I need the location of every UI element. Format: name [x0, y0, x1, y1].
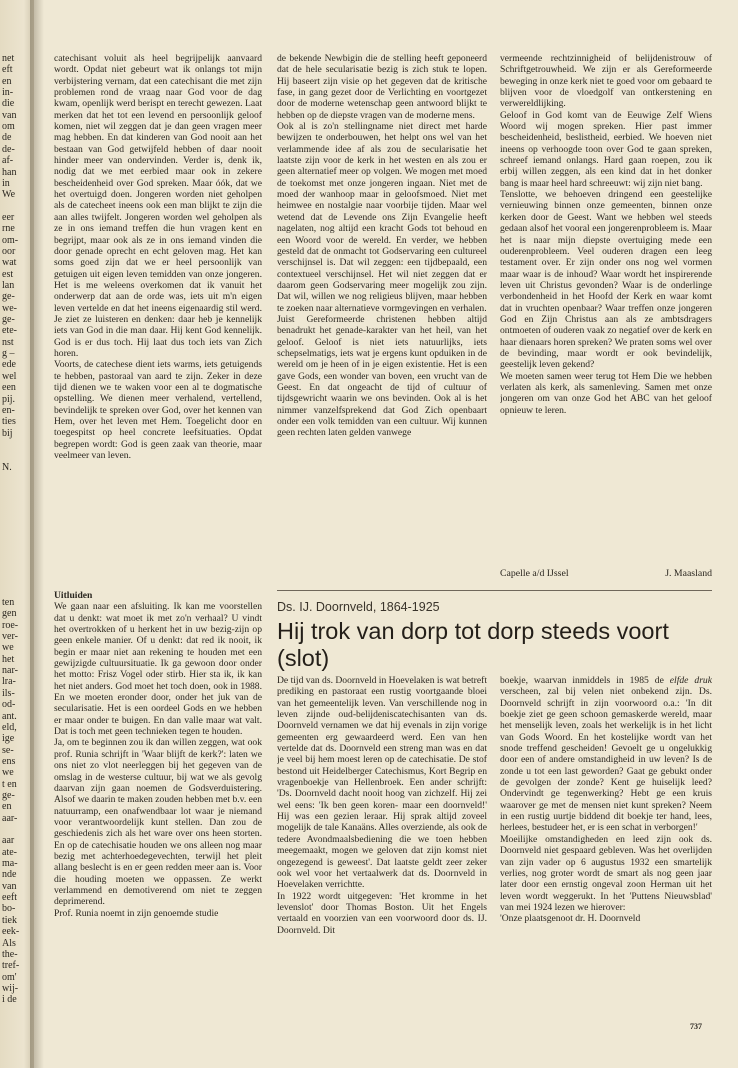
gutter-fragment-bottom: Als — [2, 937, 16, 949]
article1-col3-paragraph-4: We moeten samen weer terug tot Hem Die we hebben verlaten als kerk, als samenleving. Samen met onze jongeren om van onze God het ABC van het geloof opnieuw te leren. — [500, 370, 712, 416]
gutter-fragment-top: han — [2, 166, 17, 178]
gutter-fragment-top: die — [2, 98, 15, 110]
gutter-fragment-top: de — [2, 132, 12, 144]
gutter-fragment-bottom: i de — [2, 994, 17, 1006]
article2-col1-paragraph: De tijd van ds. Doornveld in Hoevelaken is wat betreft prediking en pastoraat een rustig voortgaande bloei van het gemeentelijk leven. Van verschillende nog in leven zijnde oud-belijdeniscatechisanten van ds. Doornveld vernamen we dat hij evenals in zijn vorige gemeenten erg gewaardeerd werd. Een van hen vertelde dat ds. Doornveld een streng man was en dat je veel bij hem moest leren op de catechisatie. De stof bestond uit Heidelberger Catechismus, Kort Begrip en vragenboekje van Hellenbroek. Een ander schrijft: 'Ds. Doornveld dacht nooit hoog van zichzelf. Hij zei wel eens: 'Ik ben geen koren- maar een doornveld!' Hij was een gezien leraar. Hij sprak altijd zoveel mogelijk de tale Kanaäns. Alles overziende, als ook de tedere Avondmaalsbediening die we toen hebben meegemaakt, mogen we geloven dat zijn komst niet ongezegend is geweest'. Dat laatste geldt zeer zeker ook wel voor het vertaalwerk dat ds. Doornveld in Hoevelaken verrichtte. — [277, 675, 487, 891]
binding-shadow — [30, 0, 44, 1068]
gutter-fragment-bottom: bo- — [2, 903, 16, 915]
gutter-fragment-top: en — [2, 75, 12, 87]
page-number: 737 — [690, 1022, 702, 1031]
gutter-fragment-bottom: eeft — [2, 892, 17, 904]
article2-col2-paragraph-2: Moeilijke omstandigheden en leed zijn ook ds. Doornveld niet gespaard gebleven. Was het overlijden van zijn vader op 6 augustus 1932 een smartelijk verlies, nog groter wordt de smart als nog geen jaar later door een ernstig ongeval zoon Herman uit het leven wordt weggerukt. In het 'Puttens Nieuwsblad' van mei 1924 lezen we hierover: — [500, 833, 712, 913]
gutter-fragment-bottom: ens — [2, 755, 16, 767]
gutter-fragment-top: ge- — [2, 314, 15, 326]
gutter-fragment-top: eer — [2, 211, 15, 223]
gutter-fragment-bottom: nar- — [2, 665, 18, 677]
section-heading-uitluiden: Uitluiden — [54, 590, 93, 601]
gutter-fragment-bottom: roe- — [2, 619, 19, 631]
gutter-fragment-top: g – — [2, 348, 15, 360]
gutter-fragment-bottom: ma- — [2, 858, 18, 870]
article2-col2-text-a: boekje, waarvan inmiddels in 1985 de — [500, 675, 670, 686]
gutter-fragment-bottom: the- — [2, 948, 18, 960]
gutter-fragment-bottom: we — [2, 642, 14, 654]
gutter-fragment-bottom: ant. — [2, 710, 17, 722]
gutter-fragment-bottom: gen — [2, 608, 17, 620]
article1-col2-paragraph: de bekende Newbigin die de stelling heeft geponeerd dat de hele secularisatie bezig is zich stuk te lopen. Hij baseert zijn visie op het gegeven dat de kritische fase, in gang gezet door de Verlichting en voortgezet door de moderne wetenschap geen antwoord blijkt te hebben op de diepste vragen van de moderne mens. — [277, 53, 487, 121]
article2-title: Hij trok van dorp tot dorp steeds voort (slot) — [277, 618, 669, 671]
signature-place: Capelle a/d IJssel — [500, 568, 569, 579]
gutter-fragment-bottom: od- — [2, 699, 16, 711]
article1-col2-paragraph-3: Juist Gereformeerde christenen hebben altijd benadrukt het genade-karakter van het heil, van het geloof. Geloof is niet iets natuurlijks, iets schepselmatigs, iets wat je ergens kunt opduiken in de wereld om je heen of in je eigen existentie. Het is een gave Gods, een wonder van boven, een vrucht van de Geest. En dat ongeacht de tijd of cultuur of tijdsgewricht waarin we ons bevinden. Ook al is het nimmer vanzelfsprekend dat God Zich openbaart onder een volk temidden van een cultuur. Wij kunnen geen rechten laten gelden vanwege — [277, 313, 487, 439]
article1-column-3 — [500, 53, 712, 580]
gutter-fragment-top: we- — [2, 302, 17, 314]
article1-column-1 — [54, 53, 262, 580]
article1-col3-paragraph-3: Tenslotte, we behoeven dringend een geestelijke vernieuwing binnen onze gemeenten, binnen onze kerken door de Geest. Want we hebben wel steeds gedaan alsof het vooral een jongerenprobleem is. Maar het is naar mijn diepste overtuiging mede een ouderenprobleem. Veel ouderen dragen een leeg testament over. Er zijn onder ons nog wel vormen maar waar is de inhoud? Waar wordt het inspirerende leven uit Christus gevonden? Waar is de onderlinge verbondenheid in het Hoofd der Kerk en waar komt dat in vruchten openbaar? Waar treffen onze jongeren God en Zijn Christus aan als ze ambtsdragers ontmoeten of ouderen vaak zo negatief over de kerk en haar dienaars horen spreken? We praten soms wel over de bevinding, maar wordt er ook bevindelijk, geestelijk leven gekend? — [500, 189, 712, 371]
gutter-fragment-top: net — [2, 53, 15, 64]
gutter-fragment-top: rne — [2, 223, 15, 235]
article1-signature — [500, 568, 712, 579]
article2-column-2 — [500, 675, 712, 1045]
gutter-fragment-bottom: en — [2, 801, 12, 813]
gutter-fragment-bottom: lra- — [2, 676, 16, 688]
article1-col3-paragraph-2: Geloof in God komt van de Eeuwige Zelf Wiens Woord wij mogen spreken. Hier past immer bescheidenheid, beslistheid, eerbied. We hoeven niet ineens op verhoogde toon over God te gaan spreken, schreef iemand onlangs. Hard gaan roepen, zou ik erbij willen zeggen, als een kind dat in het donker bang is maar heel hard schreeuwt: wij zijn niet bang. — [500, 109, 712, 189]
gutter-fragment-top: af- — [2, 155, 14, 167]
gutter-fragment-top: om — [2, 121, 15, 133]
gutter-fragment-top: een — [2, 382, 16, 394]
article2-col1-paragraph-2: In 1922 wordt uitgegeven: 'Het kromme in het levenslot' door Thomas Boston. Uit het Engels vertaald en voorzien van een voorwoord door ds. IJ. Doornveld. Dit — [277, 890, 487, 936]
gutter-fragment-bottom: ige — [2, 733, 15, 745]
article2-col2-emphasis: elfde druk — [669, 675, 712, 686]
gutter-fragment-bottom: tref- — [2, 960, 20, 972]
gutter-fragment-bottom: t en — [2, 778, 17, 790]
gutter-fragment-top: de- — [2, 143, 15, 155]
gutter-fragment-top: pij. — [2, 393, 16, 405]
gutter-fragment-bottom: eek- — [2, 926, 20, 938]
article1-col1-paragraph: catechisant voluit als heel begrijpelijk aanvaard wordt. Opdat niet gebeurt wat ik onlangs tot mijn verbijstering vernam, dat een catechisant die met zijn problemen rond de vraag naar God voor de dag kwam, openlijk werd berispt en terecht gewezen. Laat merken dat het tot een levend en persoonlijk geloof komen, niet wil zeggen dat je dan geen vragen meer mag hebben. En dat kinderen van God nooit aan het bestaan van God getwijfeld hebben of daar nooit hinder meer van ondervinden. Verder is, denk ik, nodig dat we met eerbied maar ook in zekere bescheidenheid over God spreken. Maar óók, dat we het overtuigd doen. Jongeren worden niet geholpen als de catecheet ineens ook een man blijkt te zijn die aan alles twijfelt. Jongeren worden wel geholpen als ze in ons iemand treffen die hun vragen kent en begrijpt, maar ook als ze in ons iemand vinden die door genade oprecht en echt geloven mag. Het kan soms goed zijn dat we er heel persoonlijk van getuigen uit eigen leven temidden van onze jongeren. Het is me weleens overkomen dat ik vanuit het onderwerp dat aan de orde was, iets uit m'n eigen leven vertelde en dat het ineens eigenaardig stil werd. Je ziet ze luisteren en denken: daar heb je kennelijk iets van God in die man daar. Hij kent God kennelijk. God is er dus toch. Hij laat dus toch iets van Zich horen. — [54, 53, 262, 359]
gutter-fragment-top: wat — [2, 257, 17, 269]
article1-column-2 — [277, 53, 487, 580]
gutter-fragment-top: ge- — [2, 291, 15, 303]
signature-author: J. Maasland — [665, 568, 712, 579]
gutter-fragment-top: ede — [2, 359, 16, 371]
article1-col1b-paragraph-2: Ja, om te beginnen zou ik dan willen zeggen, wat ook prof. Runia schrijft in 'Waar blijft de kerk?': laten we ons niet zo vlot neerleggen bij het gegeven van de omslag in de westerse cultuur, bij wat we als gevolg daarvan zijn gaan noemen de Godsverduistering. Alsof we daarin te maken zouden hebben met b.v. een natuurramp, een onafwendbaar lot waar je niemand voor verantwoordelijk kunt stellen. Dan zou de geschiedenis zich als het ware over ons heen storten. En op de catechisatie houden we ons alleen nog maar bezig met achterhoedegevechten, terwijl het pleit allang beslecht is en er geen redden meer aan is. Voor die houding moeten we oppassen. Ze werkt verlammend en demotiverend om niet te zeggen deprimerend. — [54, 737, 262, 908]
gutter-fragment-top: van — [2, 109, 17, 121]
gutter-fragment-bottom: wij- — [2, 982, 19, 994]
previous-page-fragment — [0, 0, 34, 1068]
gutter-fragment-bottom: aar- — [2, 812, 18, 824]
gutter-fragment-bottom: aar — [2, 835, 15, 847]
gutter-fragment-top: We — [2, 189, 16, 201]
gutter-fragment-top: in- — [2, 87, 14, 99]
gutter-fragment-bottom: ver- — [2, 631, 18, 643]
gutter-fragment-bottom: tiek — [2, 914, 17, 926]
article1-col1b-paragraph: We gaan naar een afsluiting. Ik kan me voorstellen dat u denkt: wat moet ik met zo'n verhaal? U vindt het overtrokken of u herkent het in uw bezig-zijn op geen enkele manier. Of u denkt: dat red ik nooit, ik begin er maar niet aan rekening te houden met een gewijzigde cultuursituatie. Ik ga gewoon door onder het motto: Frisz Vogel oder stirb. Hier sta ik, ik kan het niet anders. God moet het toch doen, ook in 1988. En we moeten eronder door, onder het juk van de secularisatie. Het is een oordeel Gods en we hebben er maar onder te buigen. En dan valle maar wat valt. Dat is toch met geen technieken tegen te houden. — [54, 601, 262, 738]
gutter-fragment-top: om- — [2, 234, 19, 246]
article1-col3-paragraph: vermeende rechtzinnigheid of belijdenistrouw of Schriftgetrouwheid. We zijn er als Gereformeerde beweging in onze kerk niet te goed voor om gebaard te blijven voor de vloedgolf van ontkerstening en verwereldlijking. — [500, 53, 712, 110]
gutter-fragment-bottom: we — [2, 767, 14, 779]
gutter-fragment-bottom: nde — [2, 869, 17, 881]
article2-kicker: Ds. IJ. Doornveld, 1864-1925 — [277, 600, 440, 614]
gutter-fragment-top: nst — [2, 336, 14, 348]
gutter-fragment-bottom: se- — [2, 744, 14, 756]
article1-column-1-lower — [54, 590, 262, 1043]
gutter-fragment-top: ete- — [2, 325, 17, 337]
gutter-fragment-bottom: ils- — [2, 687, 15, 699]
gutter-fragment-bottom: eld, — [2, 721, 17, 733]
article2-col2-text-b: verscheen, zal bij velen niet onbekend zijn. Ds. Doornveld schrijft in zijn voorwoord o.a.: 'In dit boekje ziet ge geen schoon gemaskerde wereld, maar het menselijk leven, zoals het werkelijk is in het licht van Gods Woord. En het kostelijke wordt van het snode treffend gescheiden! Gevoelt ge u ongelukkig door een of andere omstandigheid in uw leven? Is de zonde u tot een last geworden? Gaat ge gebukt onder de gevolgen der zonde? Kent ge huiselijk leed? Ondervindt ge tegenwerking? Hebt ge een kruis waarover ge met de mensen niet kunt spreken? Neem in een rustig uurtje biddend dit boekje ter hand, lees, herlees, bestudeer het, er is een schat in verborgen!' — [500, 686, 712, 834]
gutter-fragment-bottom: ten — [2, 597, 15, 608]
gutter-fragment-top: en- — [2, 404, 15, 416]
gutter-fragment-bottom: het — [2, 653, 15, 665]
article1-col1b-paragraph-3: Prof. Runia noemt in zijn genoemde studie — [54, 907, 219, 919]
gutter-fragment-bottom: van — [2, 880, 17, 892]
article2-divider — [277, 590, 712, 591]
gutter-fragment-top: N. — [2, 461, 12, 473]
gutter-fragment-top: eft — [2, 64, 13, 76]
gutter-fragment-top: oor — [2, 245, 16, 257]
article2-col2-paragraph-3: 'Onze plaatsgenoot dr. H. Doornveld — [500, 913, 641, 925]
gutter-fragment-top: wel — [2, 370, 17, 382]
gutter-fragment-bottom: om' — [2, 971, 17, 983]
gutter-fragment-top: ties — [2, 416, 16, 428]
gutter-fragment-top: in — [2, 177, 10, 189]
article1-col1-paragraph-2: Voorts, de catechese dient iets warms, iets getuigends te hebben, pastoraal van aard te zijn. Zeker in deze tijd dienen we te waken voor een al te dogmatische opstelling. We dienen meer verhalend, vertellend, bevindelijk te spreken over God, over het kennen van Hem, over het leven met Hem. Toegelicht door en toegespitst op heel concrete leefsituaties. Opdat begrepen wordt: God is geen zaak van theorie, maar veelmeer van leven. — [54, 359, 262, 462]
article2-col2-paragraph — [500, 675, 712, 834]
gutter-fragment-top: est — [2, 268, 14, 280]
article2-column-1 — [277, 675, 487, 1045]
gutter-fragment-top: lan — [2, 280, 15, 291]
gutter-fragment-bottom: ate- — [2, 846, 17, 858]
article1-col2-paragraph-2: Ook al is zo'n stellingname niet direct met harde bewijzen te onderbouwen, het helpt ons wel van het verlammende idee af als zou de secularisatie het laatste zijn voor de kerk in het westen en als zou er geen alternatief meer op volgen. We mogen met moed de toekomst met onze jongeren ingaan. Niet met de moed der wanhoop maar in geloofsmoed. Niet met heimwee en nostalgie naar voorbije tijden. Maar wel wetend dat de Levende ons Zijn Evangelie heeft nagelaten, nog altijd een kracht Gods tot behoud en een Woord voor de wereld. En verder, we hebben gesteld dat de onmacht tot Godservaring een cultureel verschijnsel is. Dat wil zeggen: een tijdbepaald, een contextueel verschijnsel. Het wil niet zeggen dat er daarom geen Godservaring meer mogelijk zou zijn. Dat wil, willen we nog religieus blijven, maar hebben te zoeken naar alternatieve vormgevingen en verhalen. — [277, 121, 487, 314]
gutter-fragment-top: bij — [2, 427, 13, 439]
gutter-fragment-bottom: ge- — [2, 789, 15, 801]
